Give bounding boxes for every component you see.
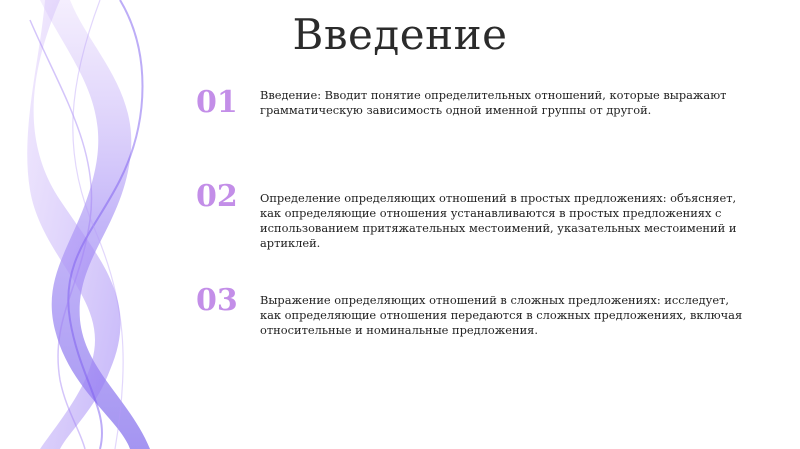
item-text: Определение определяющих отношений в простых предложениях: объясняет, как определяющие отношения устанавливаются в простых предложениях с использованием притяжательных местоимений, указательных местоимений и артиклей.	[260, 191, 737, 250]
list-item	[196, 283, 756, 346]
decorative-smoke-wave	[0, 0, 200, 449]
item-number: 01	[196, 85, 238, 120]
item-number: 02	[196, 179, 238, 214]
list-item	[196, 85, 756, 148]
page-title-text: Введение	[292, 10, 508, 59]
item-text: Введение: Вводит понятие определительных отношений, которые выражают грамматическую зависимость одной именной группы от другой.	[260, 88, 727, 117]
item-number: 03	[196, 283, 238, 318]
page-title	[0, 10, 800, 59]
list-item	[196, 179, 756, 250]
item-text: Выражение определяющих отношений в сложных предложениях: исследует, как определяющие отношения передаются в сложных предложениях, включая относительные и номинальные предложения.	[260, 293, 743, 337]
